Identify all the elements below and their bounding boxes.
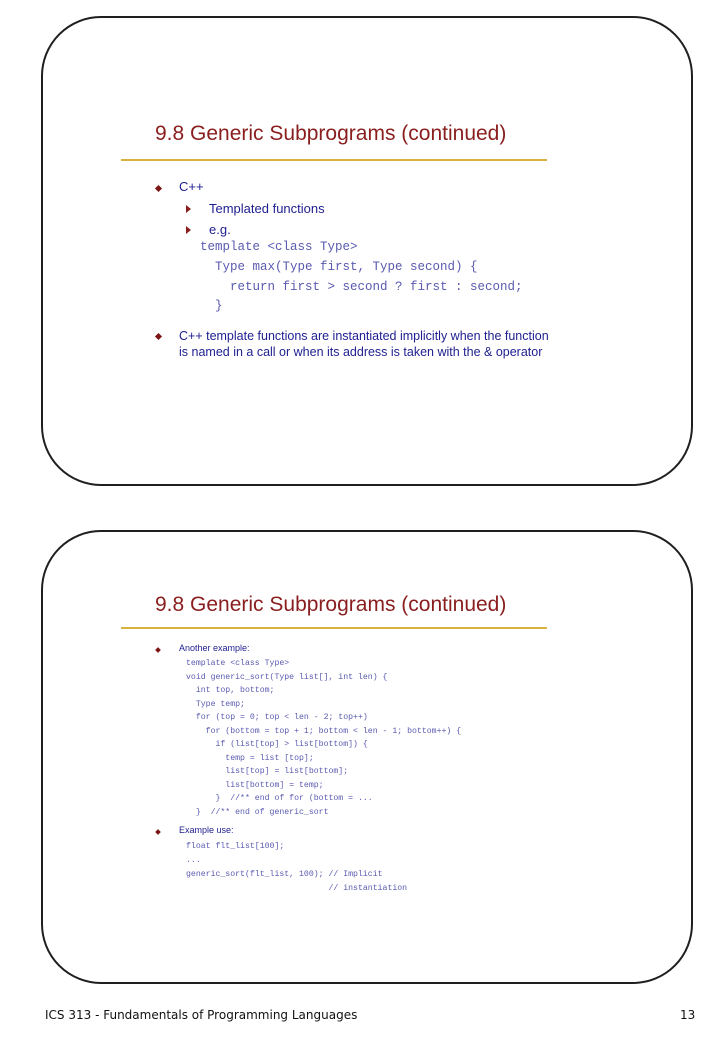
code-line: list[bottom] = temp;: [186, 780, 324, 790]
bullet-another-example: Another example:: [179, 643, 250, 653]
code-line: int top, bottom;: [186, 686, 275, 695]
bullet-marker: [155, 647, 161, 653]
footer-course-title: ICS 313 - Fundamentals of Programming Languages: [45, 1008, 358, 1022]
sub-bullet-eg: e.g.: [209, 222, 231, 237]
code-line: for (top = 0; top < len - 2; top++): [186, 713, 368, 722]
code-line: for (bottom = top + 1; bottom < len - 1; bottom++) {: [186, 726, 462, 736]
code-line: Type max(Type first, Type second) {: [200, 260, 478, 274]
code-line: float flt_list[100];: [186, 842, 285, 851]
code-line: list[top] = list[bottom];: [186, 767, 349, 776]
bullet-example-use: Example use:: [179, 825, 234, 835]
code-line: return first > second ? first : second;: [200, 280, 523, 294]
code-line: // instantiation: [186, 884, 408, 893]
code-line: ...: [186, 856, 201, 865]
bullet-cpp: C++: [179, 179, 204, 194]
page-number: 13: [680, 1008, 696, 1022]
code-block-example-use: [186, 842, 408, 896]
code-line: template <class Type>: [186, 659, 290, 668]
code-line: void generic_sort(Type list[], int len) {: [186, 672, 388, 682]
slide-title: 9.8 Generic Subprograms (continued): [155, 593, 507, 616]
bullet-marker: [155, 333, 162, 340]
slide-1: [41, 16, 693, 486]
sub-bullet-marker: [186, 205, 191, 213]
slide-2: [41, 530, 693, 984]
code-line: temp = list [top];: [186, 753, 314, 763]
slide-title: 9.8 Generic Subprograms (continued): [155, 122, 507, 145]
code-line: }: [200, 299, 223, 313]
code-line: generic_sort(flt_list, 100); // Implicit: [186, 870, 383, 879]
bullet-instantiation-line2: is named in a call or when its address is taken with the & operator: [179, 345, 543, 359]
code-line: template <class Type>: [200, 240, 358, 254]
bullet-marker: [155, 829, 161, 835]
sub-bullet-templated-functions: Templated functions: [209, 201, 325, 216]
sub-bullet-marker: [186, 226, 191, 234]
code-line: Type temp;: [186, 699, 245, 709]
code-block-generic-sort: [186, 659, 462, 817]
code-line: } //** end of generic_sort: [186, 807, 329, 817]
title-underline: [121, 159, 547, 161]
bullet-marker: [155, 185, 162, 192]
code-line: } //** end of for (bottom = ...: [186, 794, 373, 803]
code-block-max: [200, 240, 523, 324]
code-line: if (list[top] > list[bottom]) {: [186, 740, 368, 749]
title-underline: [121, 627, 547, 629]
bullet-instantiation-line1: C++ template functions are instantiated implicitly when the function: [179, 329, 549, 343]
